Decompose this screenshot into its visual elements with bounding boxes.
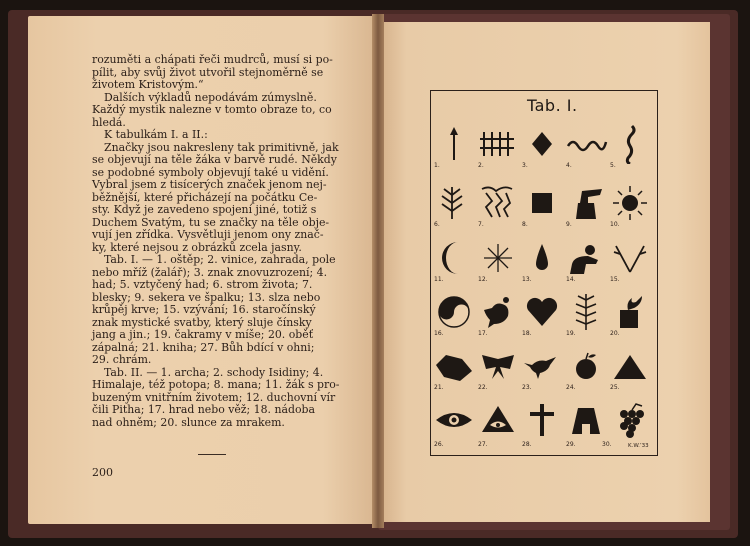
eye-icon	[432, 400, 476, 440]
page-number: 200	[92, 466, 113, 479]
bird-icon	[520, 347, 564, 387]
symbol-number: 19.	[566, 330, 576, 337]
symbol-number: 23.	[522, 384, 532, 391]
text-line: běžnější, které přicházejí na počátku Ce-	[92, 190, 318, 204]
eye-in-triangle-icon	[476, 400, 520, 440]
symbol-number: 21.	[434, 384, 444, 391]
temple-icon	[564, 400, 608, 440]
symbol-number: 25.	[610, 384, 620, 391]
square-icon	[520, 183, 564, 223]
text-line: sty. Když je zavedeno spojení jiné, totiž s	[92, 203, 317, 216]
heart-icon	[520, 292, 564, 332]
left-page-text	[92, 54, 342, 429]
symbol-number: 3.	[522, 162, 528, 169]
symbol-number: 20.	[610, 330, 620, 337]
symbol-number: 12.	[478, 276, 488, 283]
symbol-number: 15.	[610, 276, 620, 283]
symbol-number: 28.	[522, 441, 532, 448]
crescent-icon	[432, 238, 476, 278]
symbol-number: 7.	[478, 221, 484, 228]
butterfly-icon	[476, 347, 520, 387]
triangle-icon	[608, 347, 652, 387]
text-line: zápalná; 21. kniha; 27. Bůh bdící v ohni;	[92, 340, 315, 354]
text-line: nebo mříž (žalář); 3. znak znovuzrození; 4.	[92, 265, 328, 279]
cross-icon	[520, 400, 564, 440]
symbol-number: 6.	[434, 221, 440, 228]
symbol-number: 5.	[610, 162, 616, 169]
text-line: znak mystické svatby, který sluje čínsky	[92, 315, 312, 329]
text-line: rozuměti a chápati řeči mudrců, musí si po-	[92, 53, 333, 66]
symbol-number: 29.	[566, 441, 576, 448]
text-line: životem Kristovým.“	[92, 78, 204, 91]
symbol-number: 9.	[566, 221, 572, 228]
text-line: Značky jsou nakresleny tak primitivně, jak	[104, 140, 339, 154]
text-line: buzeným vnitřním životem; 12. duchovní vír	[92, 390, 336, 404]
text-line: 29. chrám.	[92, 353, 152, 366]
text-line: hledá.	[92, 115, 126, 129]
spear-icon	[432, 124, 476, 164]
invocation-antlers-icon	[608, 238, 652, 278]
axe-in-block-icon	[564, 183, 608, 223]
text-line: jang a jin.; 19. čakramy v míše; 20. oběť	[92, 328, 314, 341]
yin-yang-icon	[432, 292, 476, 332]
text-line: Tab. I. — 1. oštěp; 2. vinice, zahrada, pole	[104, 253, 336, 266]
symbol-number: 24.	[566, 384, 576, 391]
symbol-number: 13.	[522, 276, 532, 283]
apple-icon	[564, 347, 608, 387]
symbol-number: 30.	[602, 441, 612, 448]
star-icon	[476, 238, 520, 278]
symbol-number: 27.	[478, 441, 488, 448]
text-line: Himalaje, též potopa; 8. mana; 11. žák s pro-	[92, 378, 340, 391]
text-line: se podobné symboly objevují také u vidění.	[92, 165, 329, 179]
text-line: ky, které nejsou z obrázků zcela jasny.	[92, 240, 302, 254]
chakra-spine-icon	[564, 292, 608, 332]
symbol-number: 1.	[434, 162, 440, 169]
symbol-number: 17.	[478, 330, 488, 337]
text-line: Vybral jsem z tisícerých značek jenom nej-	[92, 178, 327, 191]
text-line: K tabulkám I. a II.:	[104, 128, 208, 141]
symbol-number: 8.	[522, 221, 528, 228]
kneeling-figure-icon	[564, 238, 608, 278]
artist-signature: K.W.’33	[628, 443, 649, 449]
symbol-number: 2.	[478, 162, 484, 169]
lightning-icon	[476, 183, 520, 223]
tear-drop-icon	[520, 238, 564, 278]
symbol-number: 4.	[566, 162, 572, 169]
symbol-number: 16.	[434, 330, 444, 337]
symbol-number: 14.	[566, 276, 576, 283]
text-line: krůpěj krve; 15. vzývání; 16. staročínský	[92, 303, 316, 316]
grapes-icon	[608, 400, 652, 440]
symbol-number: 11.	[434, 276, 444, 283]
text-line: nad ohněm; 20. slunce za mrakem.	[92, 415, 285, 429]
symbol-number: 18.	[522, 330, 532, 337]
section-divider	[198, 454, 226, 455]
text-line: blesky; 9. sekera ve špalku; 13. slza nebo	[92, 290, 321, 304]
text-line: had; 5. vztyčený had; 6. strom života; 7.	[92, 278, 313, 291]
text-line: čili Pitha; 17. hrad nebo věž; 18. nádoba	[92, 403, 315, 416]
sun-icon	[608, 183, 652, 223]
text-line: Každý mystik nalezne v tomto obraze to, co	[92, 103, 332, 116]
rebirth-diamond-icon	[520, 124, 564, 164]
book-gutter	[372, 14, 384, 528]
text-line: vují jen zřídka. Vysvětluji jenom ony znač-	[92, 228, 324, 241]
tree-of-life-icon	[432, 183, 476, 223]
text-line: Duchem Svatým, tu se značky na těle obje-	[92, 215, 330, 229]
text-line: pílit, aby svůj život utvořil stejnoměrně se	[92, 65, 324, 79]
text-line: Dalších výkladů nepodávám zúmyslně.	[104, 90, 317, 104]
text-line: se objevují na těle žáka v barvě rudé. Někdy	[92, 153, 337, 166]
text-line: Tab. II. — 1. archa; 2. schody Isidiny; 4.	[104, 365, 324, 379]
upright-snake-icon	[608, 124, 652, 164]
symbol-number: 10.	[610, 221, 620, 228]
plate-title: Tab. I.	[527, 96, 578, 115]
symbol-number: 26.	[434, 441, 444, 448]
burnt-offering-icon	[608, 292, 652, 332]
vineyard-lattice-icon	[476, 124, 520, 164]
book-icon	[432, 347, 476, 387]
symbol-number: 22.	[478, 384, 488, 391]
bird-jug-icon	[476, 292, 520, 332]
snake-icon	[564, 124, 608, 164]
